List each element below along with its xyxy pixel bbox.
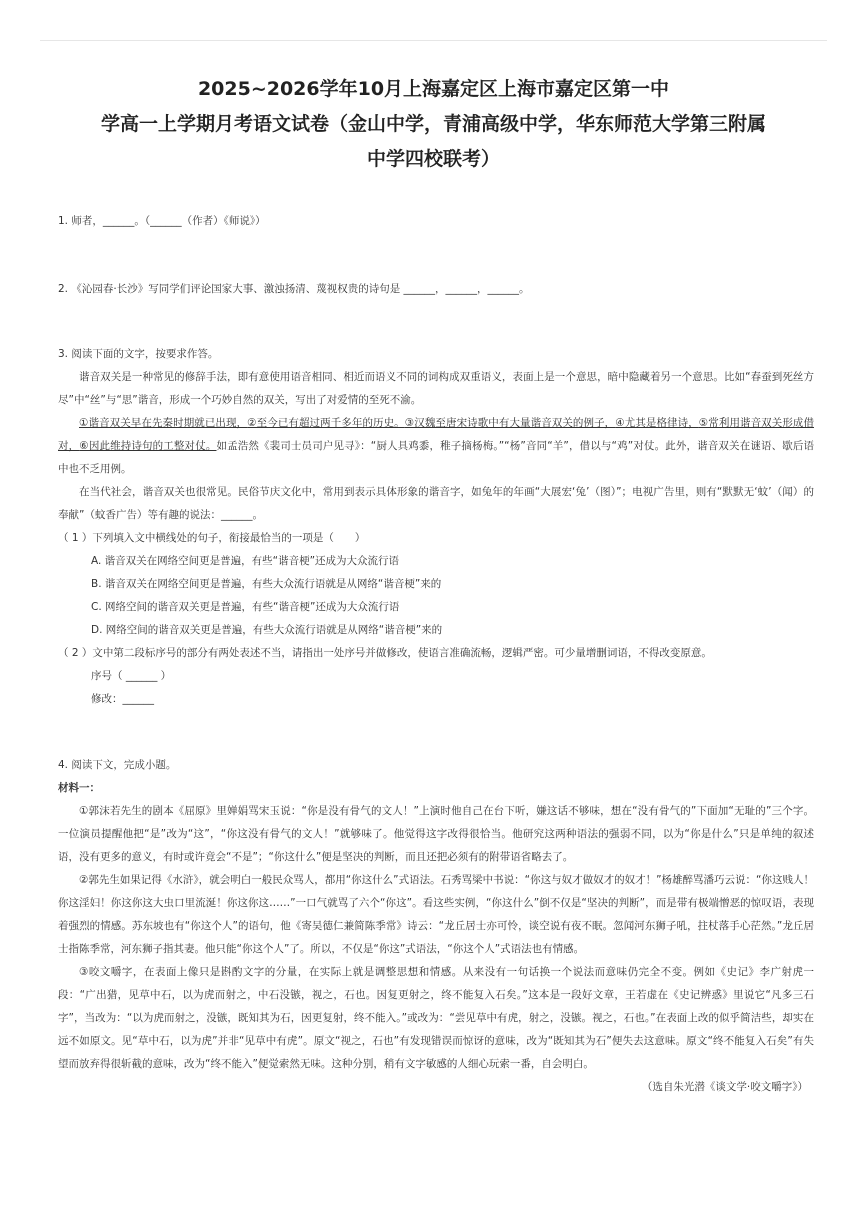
question-3-paragraph-2	[58, 412, 814, 481]
question-4-intro: 4. 阅读下文，完成小题。	[58, 759, 177, 771]
sub-question-2: （ 2 ）文中第二段标序号的部分有两处表述不当，请指出一处序号并做修改，使语言准确流畅，逻辑严密。可少量增删词语，不得改变原意。	[58, 647, 712, 659]
question-3-intro: 3. 阅读下面的文字，按要求作答。	[58, 348, 219, 360]
sentence-3: ③汉魏至唐宋诗歌中有大量谐音双关的例子，	[404, 417, 616, 429]
sentence-1: ①谐音双关早在先秦时期就已出现，	[79, 417, 248, 429]
question-2	[58, 278, 814, 301]
revision-blank[interactable]: 修改：______	[91, 693, 154, 705]
question-3	[58, 343, 814, 711]
question-3-paragraph-3: 在当代社会，谐音双关也很常见。民俗节庆文化中，常用到表示具体形象的谐音字，如兔年的年画“大展宏‘兔’（图）”；电视广告里，则有“默默无‘蚊’（闻）的奉献”（蚊香广告）等有趣的说法：______。	[58, 486, 814, 521]
material-label: 材料一：	[58, 782, 100, 794]
sentence-2: ②至今已有超过两千多年的历史。	[247, 417, 405, 429]
question-1	[58, 210, 814, 233]
title-line-1: 2025~2026学年10月上海嘉定区上海市嘉定区第一中	[197, 78, 670, 100]
option-c[interactable]: C. 网络空间的谐音双关更是普遍，有些“谐音梗”还成为大众流行语	[91, 601, 400, 613]
title-line-2: 学高一上学期月考语文试卷（金山中学，青浦高级中学，华东师范大学第三附属	[100, 113, 766, 135]
question-4	[58, 754, 814, 1099]
material-source: （选自朱光潜《谈文学·咬文嚼字》）	[641, 1081, 808, 1093]
sentence-4: ④尤其是格律诗，	[615, 417, 699, 429]
option-d[interactable]: D. 网络空间的谐音双关更是普遍，有些大众流行语就是从网络“谐音梗”来的	[91, 624, 443, 636]
paragraph-2-rest: 如孟浩然《裴司士员司户见寻》：“厨人具鸡黍，稚子摘杨梅。”“杨”音同“羊”，借以与“鸡”对仗。此外，谐音双关在谜语、歇后语中也不乏用例。	[58, 440, 815, 475]
top-divider	[40, 40, 827, 41]
question-3-paragraph-1: 谐音双关是一种常见的修辞手法，即有意使用语音相同、相近而语义不同的词构成双重语义，表面上是一个意思，暗中隐藏着另一个意思。比如“春蚕到死丝方尽”中“丝”与“思”谐音，形成一个巧妙自然的双关，写出了对爱情的至死不渝。	[58, 371, 814, 406]
option-a[interactable]: A. 谐音双关在网络空间更是普遍，有些“谐音梗”还成为大众流行语	[91, 555, 400, 567]
sentence-5: ⑤常利用谐音双关形成借对，	[58, 417, 814, 452]
question-2-text: 2. 《沁园春·长沙》写同学们评论国家大事、激浊扬清、蔑视权贵的诗句是 ______，______，______。	[58, 283, 530, 295]
material-paragraph-3: ③咬文嚼字，在表面上像只是斟酌文字的分量，在实际上就是调整思想和情感。从来没有一句话换一个说法而意味仍完全不变。例如《史记》李广射虎一段：“广出猎，见草中石，以为虎而射之，中石没镞，视之，石也。因复更射之，终不能复入石矣。”这本是一段好文章，王若虚在《史记辨惑》里说它“凡多三石字”，当改为：“以为虎而射之，没镞，既知其为石，因更复射，终不能入。”或改为：“尝见草中有虎，射之，没镞。视之，石也。”在表面上改的似乎简洁些，却实在远不如原文。见“草中石，以为虎”并非“见草中有虎”。原文“视之，石也”有发现错误而惊讶的意味，改为“既知其为石”便失去这意味。原文“终不能复入石矣”有失望而放弃得很斩截的意味，改为“终不能入”便觉索然无味。这种分别，稍有文字敏感的人细心玩索一番，自会明白。	[58, 966, 814, 1070]
question-1-text: 1. 师者，______。（______（作者）《师说》）	[58, 215, 266, 227]
sub-question-1: （ 1 ）下列填入文中横线处的句子，衔接最恰当的一项是（ ）	[58, 532, 366, 544]
title-line-3: 中学四校联考）	[366, 148, 500, 170]
material-paragraph-2: ②郭先生如果记得《水浒》，就会明白一般民众骂人，都用“你这什么”式语法。石秀骂梁中书说：“你这与奴才做奴才的奴才！”杨雄醉骂潘巧云说：“你这贱人！你这淫妇！你这你这大虫口里流涎！你这你这……”一口气就骂了六个“你这”。看这些实例，“你这什么”倒不仅是“坚决的判断”，而是带有极端憎恶的惊叹语，表现着强烈的情感。苏东坡也有“你这个人”的语句，他《寄吴德仁兼简陈季常》诗云：“龙丘居士亦可怜，谈空说有夜不眠。忽闻河东狮子吼，拄杖落手心茫然。”龙丘居士指陈季常，河东狮子指其妻。他只能“你这个人”了。所以，不仅是“你这”式语法，“你这个人”式语法也有情感。	[58, 874, 814, 955]
material-paragraph-1: ①郭沫若先生的剧本《屈原》里婵娟骂宋玉说：“你是没有骨气的文人！”上演时他自己在台下听，嫌这话不够味，想在“没有骨气的”下面加“无耻的”三个字。一位演员提醒他把“是”改为“这”，“你这没有骨气的文人！”就够味了。他觉得这字改得很恰当。他研究这两种语法的强弱不同，以为“你是什么”只是单纯的叙述语，没有更多的意义，有时或许竟会“不是”；“你这什么”便是坚决的判断，而且还把必须有的附带语省略去了。	[58, 805, 814, 863]
sequence-blank[interactable]: 序号（ ______ ）	[91, 670, 172, 682]
page-title	[0, 72, 867, 177]
sentence-6: ⑥因此维持诗句的工整对仗。	[79, 440, 217, 452]
option-b[interactable]: B. 谐音双关在网络空间更是普遍，有些大众流行语就是从网络“谐音梗”来的	[91, 578, 442, 590]
